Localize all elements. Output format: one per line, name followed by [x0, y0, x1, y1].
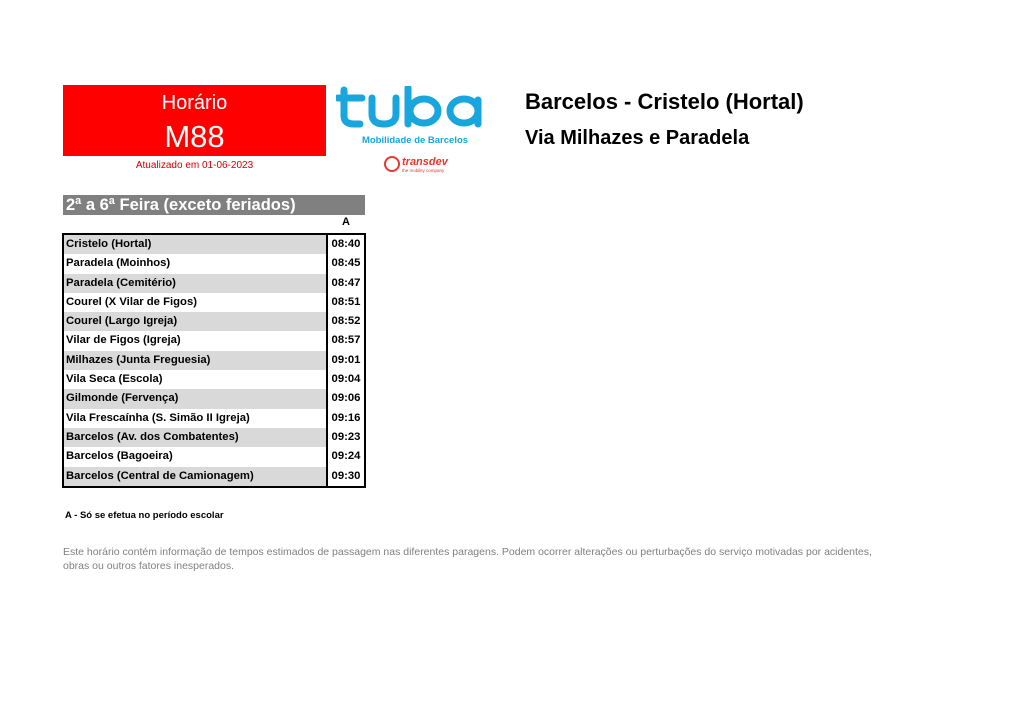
departure-time: 08:57: [326, 331, 364, 350]
stop-name: Vilar de Figos (Igreja): [66, 334, 181, 347]
stop-name: Courel (X Vilar de Figos): [66, 295, 197, 308]
departure-time: 08:45: [326, 254, 364, 273]
departure-time: 09:23: [326, 428, 364, 447]
table-row: [64, 389, 364, 408]
transdev-name: transdev: [402, 156, 448, 168]
departure-time: 09:24: [326, 447, 364, 466]
stop-name: Barcelos (Av. dos Combatentes): [64, 428, 326, 447]
route-number: M88: [164, 119, 225, 154]
departure-time: 09:30: [326, 467, 364, 486]
departure-time: 08:51: [326, 293, 364, 312]
tuba-tagline: Mobilidade de Barcelos: [361, 135, 469, 146]
departure-time: 08:47: [326, 274, 364, 293]
stop-name: Courel (Largo Igreja): [64, 312, 326, 331]
stop-name: Milhazes (Junta Freguesia): [64, 351, 326, 370]
table-row: [64, 235, 364, 254]
stop-name: Barcelos (Bagoeira): [66, 450, 173, 463]
departure-time: 08:52: [326, 312, 364, 331]
stop-name: Gilmonde (Fervença): [64, 389, 326, 408]
transdev-tagline: the mobility company: [402, 168, 445, 173]
table-row: [64, 409, 364, 428]
schedule-label: Horário: [161, 92, 228, 114]
stop-name: Barcelos (Central de Camionagem): [64, 467, 326, 486]
table-row: [64, 274, 364, 293]
table-row: [64, 370, 364, 389]
stop-name: Paradela (Cemitério): [64, 274, 326, 293]
departure-time: 09:01: [326, 351, 364, 370]
table-row: [64, 312, 364, 331]
table-row: [64, 428, 364, 447]
stop-name: Vila Frescaínha (S. Simão II Igreja): [66, 411, 250, 424]
route-subtitle: Via Milhazes e Paradela: [525, 127, 750, 149]
stop-name: Cristelo (Hortal): [64, 235, 326, 254]
timetable: [62, 233, 366, 488]
footnote: A - Só se efetua no período escolar: [65, 510, 224, 521]
tuba-logo: [336, 86, 494, 176]
departure-time: 09:16: [326, 409, 364, 428]
route-title: Barcelos - Cristelo (Hortal): [525, 89, 804, 114]
table-row: [64, 254, 364, 273]
table-row: [64, 351, 364, 370]
table-row: [64, 293, 364, 312]
route-badge: [63, 85, 326, 156]
departure-time: 08:40: [326, 235, 364, 254]
departure-time: 09:04: [326, 370, 364, 389]
stop-name: Vila Seca (Escola): [66, 373, 163, 386]
day-label: 2ª a 6ª Feira (exceto feriados): [63, 195, 365, 215]
stop-name: Paradela (Moinhos): [66, 257, 171, 270]
table-row: [64, 331, 364, 350]
tuba-wordmark-icon: [336, 86, 494, 132]
table-row: [64, 447, 364, 466]
updated-date: Atualizado em 01-06-2023: [135, 160, 254, 171]
column-header: A: [342, 216, 350, 228]
transdev-icon: [384, 156, 400, 172]
table-row: [64, 467, 364, 486]
disclaimer: Este horário contém informação de tempos estimados de passagem nas diferentes paragens. Podem ocorrer alterações ou perturbações do serviço motivadas por acidentes, obras ou outros fatores inesperados.: [63, 546, 872, 572]
departure-time: 09:06: [326, 389, 364, 408]
